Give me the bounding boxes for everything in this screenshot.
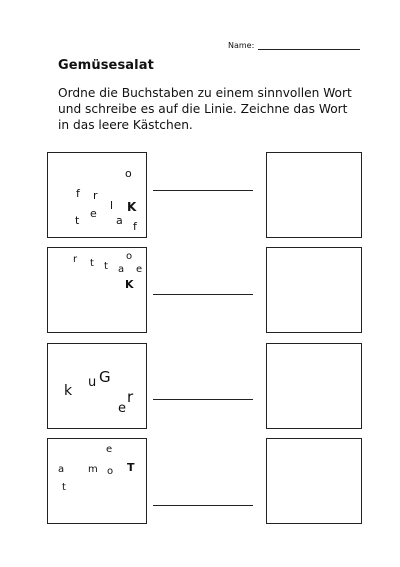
name-row xyxy=(228,40,360,50)
letter: u xyxy=(88,375,97,390)
letter: t xyxy=(104,261,108,272)
letter: t xyxy=(90,258,94,269)
worksheet-title: Gemüsesalat xyxy=(58,58,154,73)
letter-box-3 xyxy=(47,343,147,429)
letter: o xyxy=(125,167,132,180)
letter: a xyxy=(116,214,123,227)
letter-box-4 xyxy=(47,438,147,524)
letter: r xyxy=(127,388,134,406)
name-field[interactable] xyxy=(258,40,360,50)
letter: t xyxy=(75,214,80,227)
letter: k xyxy=(64,383,73,399)
letter: G xyxy=(99,368,111,386)
letter: f xyxy=(133,220,137,233)
letter: m xyxy=(88,464,98,475)
letter: e xyxy=(136,264,143,275)
drawing-box-1[interactable] xyxy=(266,152,362,238)
answer-line-4[interactable] xyxy=(153,505,253,506)
letter: r xyxy=(73,254,78,265)
answer-line-1[interactable] xyxy=(153,190,253,191)
answer-line-3[interactable] xyxy=(153,399,253,400)
drawing-box-4[interactable] xyxy=(266,438,362,524)
letter-box-2 xyxy=(47,247,147,333)
letter: a xyxy=(118,264,125,275)
letter: t xyxy=(62,482,66,493)
letter: K xyxy=(125,278,134,291)
letter: o xyxy=(107,466,114,477)
letter: a xyxy=(58,464,65,475)
letter: o xyxy=(126,251,133,262)
letter: e xyxy=(106,444,113,455)
letter: l xyxy=(110,199,114,212)
letter: f xyxy=(76,187,80,200)
letter: r xyxy=(93,189,98,202)
name-label: Name: xyxy=(228,41,255,50)
drawing-box-3[interactable] xyxy=(266,343,362,429)
letter: e xyxy=(90,207,97,220)
letter: e xyxy=(118,401,126,416)
drawing-box-2[interactable] xyxy=(266,247,362,333)
letter-box-1 xyxy=(47,152,147,238)
letter: K xyxy=(127,200,137,214)
answer-line-2[interactable] xyxy=(153,294,253,295)
instructions-text: Ordne die Buchstaben zu einem sinnvollen Wort und schreibe es auf die Linie. Zeichne das Wort in das leere Kästchen. xyxy=(58,86,352,132)
letter: T xyxy=(127,461,135,474)
